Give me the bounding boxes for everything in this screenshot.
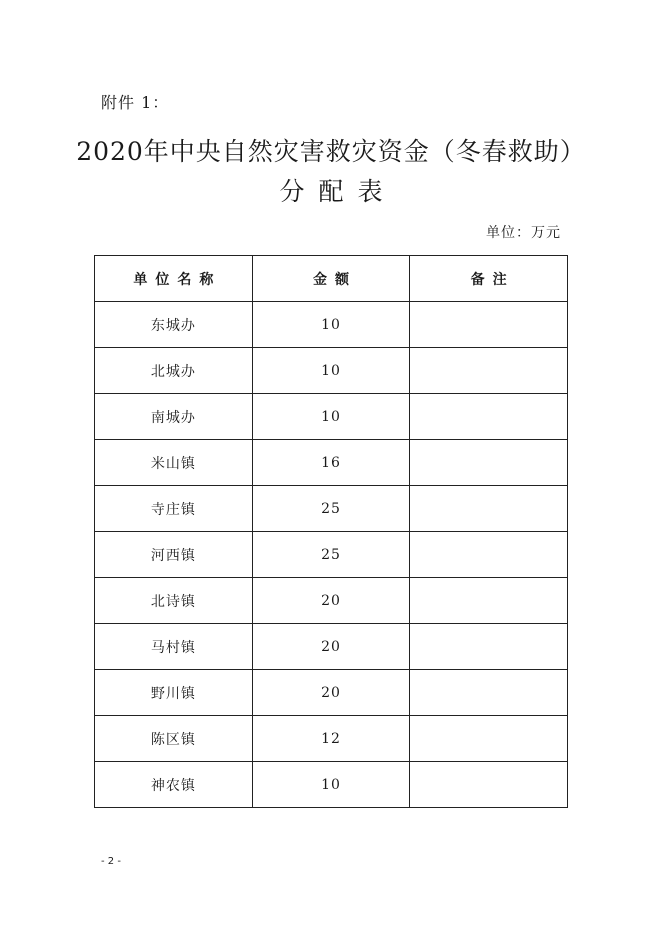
cell-note <box>410 486 568 532</box>
cell-note <box>410 670 568 716</box>
page-number: - 2 - <box>101 856 121 867</box>
column-header-note: 备注 <box>410 256 568 302</box>
document-title: 2020年中央自然灾害救灾资金（冬春救助） <box>76 137 586 166</box>
unit-label: 单位：万元 <box>486 225 561 241</box>
column-header-amount: 金额 <box>252 256 410 302</box>
cell-amount: 25 <box>252 486 410 532</box>
cell-note <box>410 394 568 440</box>
cell-name: 北诗镇 <box>95 578 253 624</box>
attachment-label: 附件 1： <box>101 93 170 112</box>
table-row <box>95 762 568 808</box>
table-row <box>95 486 568 532</box>
cell-note <box>410 440 568 486</box>
table-row <box>95 624 568 670</box>
allocation-table <box>94 255 568 808</box>
cell-name: 寺庄镇 <box>95 486 253 532</box>
cell-note <box>410 348 568 394</box>
cell-note <box>410 578 568 624</box>
cell-amount: 20 <box>252 578 410 624</box>
cell-amount: 10 <box>252 302 410 348</box>
cell-name: 马村镇 <box>95 624 253 670</box>
table-row <box>95 348 568 394</box>
cell-amount: 10 <box>252 394 410 440</box>
table-row <box>95 394 568 440</box>
column-header-name: 单位名称 <box>95 256 253 302</box>
cell-amount: 10 <box>252 762 410 808</box>
table-row <box>95 716 568 762</box>
cell-name: 南城办 <box>95 394 253 440</box>
cell-amount: 16 <box>252 440 410 486</box>
cell-amount: 20 <box>252 624 410 670</box>
cell-note <box>410 302 568 348</box>
table-row <box>95 440 568 486</box>
cell-amount: 10 <box>252 348 410 394</box>
cell-amount: 20 <box>252 670 410 716</box>
cell-note <box>410 762 568 808</box>
cell-name: 陈区镇 <box>95 716 253 762</box>
cell-name: 北城办 <box>95 348 253 394</box>
cell-note <box>410 716 568 762</box>
cell-amount: 25 <box>252 532 410 578</box>
cell-name: 野川镇 <box>95 670 253 716</box>
table-row <box>95 670 568 716</box>
cell-amount: 12 <box>252 716 410 762</box>
cell-name: 神农镇 <box>95 762 253 808</box>
table-header-row <box>95 256 568 302</box>
table-row <box>95 578 568 624</box>
table-row <box>95 532 568 578</box>
cell-name: 河西镇 <box>95 532 253 578</box>
cell-note <box>410 624 568 670</box>
cell-note <box>410 532 568 578</box>
cell-name: 米山镇 <box>95 440 253 486</box>
cell-name: 东城办 <box>95 302 253 348</box>
document-subtitle: 分配表 <box>279 177 397 206</box>
table-row <box>95 302 568 348</box>
